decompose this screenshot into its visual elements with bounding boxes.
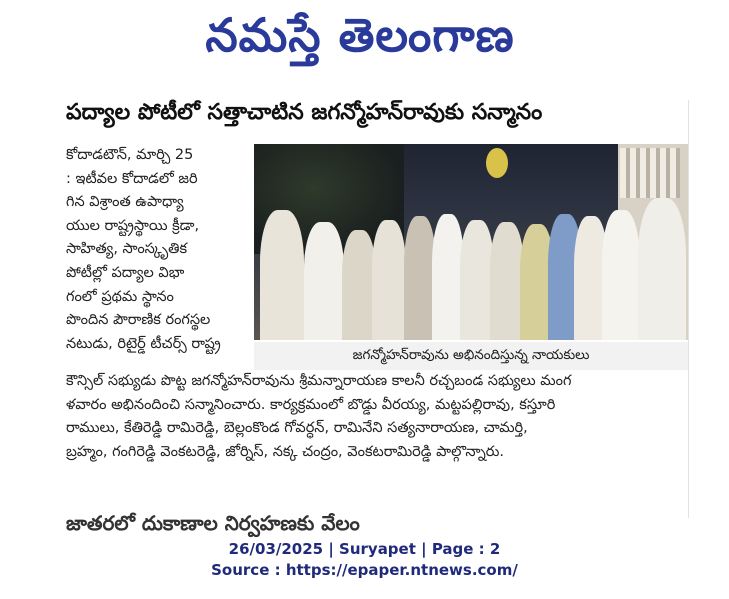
flower-garland — [486, 148, 508, 178]
next-headline-cut: జాతరలో దుకాణాల నిర్వహణకు వేలం — [66, 511, 360, 535]
article-body-text — [66, 370, 688, 464]
text-line: సాహిత్య, సాంస్కృతిక — [66, 241, 188, 258]
masthead-logo: నమస్తే తెలంగాణ — [205, 8, 515, 62]
news-photo — [254, 144, 688, 340]
photo-caption: జగన్మోహన్‌రావును అభినందిస్తున్న నాయకులు — [254, 342, 688, 370]
article-column-text — [66, 144, 252, 356]
text-line: నటుడు, రిటైర్డ్ టీచర్స్ రాష్ట్ర — [66, 335, 221, 352]
text-line: కోదాడటౌన్, మార్చి 25 — [66, 147, 194, 163]
text-line: పోటీల్లో పద్యాల విభా — [66, 264, 185, 281]
column-rule — [688, 100, 689, 518]
text-line: ళవారం అభినందించి సన్మానించారు. కార్యక్రమంలో బొడ్డు వీరయ్య, మట్టపల్లిరావు, కస్తూరి — [66, 396, 556, 413]
text-line: గంలో ప్రథమ స్థానం — [66, 288, 174, 305]
text-line: పొందిన పౌరాణిక రంగస్థల — [66, 312, 211, 329]
text-line: గిన విశ్రాంత ఉపాధ్యా — [66, 194, 184, 211]
footer-date-line: 26/03/2025 | Suryapet | Page : 2 — [228, 540, 501, 558]
text-line: : ఇటీవల కోదాడలో జరి — [66, 170, 198, 187]
text-line: కౌన్సిల్ సభ్యుడు పొట్ట జగన్మోహన్‌రావును శ్రీమన్నారాయణ కాలనీ రచ్చబండ సభ్యులు మంగ — [66, 373, 572, 389]
article-headline: పద్యాల పోటీలో సత్తాచాటిన జగన్మోహన్‌రావుకు సన్మానం — [66, 100, 543, 125]
text-line: రాములు, కేతిరెడ్డి రామిరెడ్డి, బెల్లంకొండ గోవర్ధన్, రామినేని సత్యనారాయణ, చామర్తి, — [66, 420, 528, 436]
text-line: యుల రాష్ట్రస్థాయి క్రీడా, — [66, 217, 200, 234]
footer-source-line: Source : https://epaper.ntnews.com/ — [211, 561, 518, 579]
text-line: బ్రహ్మం, గంగిరెడ్డి వెంకటరెడ్డి, జోర్నిస్, నక్క చంద్రం, వెంకటరామిరెడ్డి పాల్గొన్నారు. — [66, 443, 505, 460]
